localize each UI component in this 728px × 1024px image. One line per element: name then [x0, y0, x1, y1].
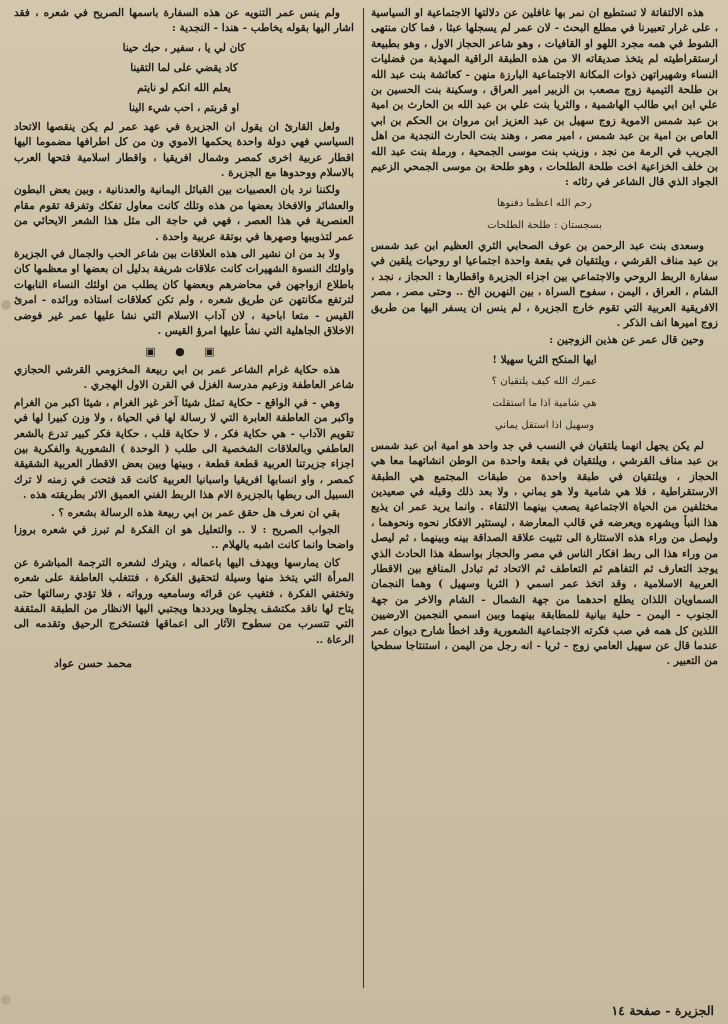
paragraph: الجواب الصريح : لا .. والتعليل هو ان الفكرة لم تبرز في شعره بروزا واضحا وانما كانت اشبه بالهلام .. [14, 523, 354, 552]
paragraph: وهي - في الواقع - حكاية تمثل شيئا آخر غير الغرام ، شيئا اكبر من الغرام واكبر من العاطفة العابرة التي لا رسالة لها في الحياة ، ولا وزن كبيرا لها في تقويم الآداب - هي حكاية فكر ، لا حكاية قلب ، حكاية فكر كبير تدرع بالشعر العاطفي وبالعلاقات الشخصية الى طلب ( الوحدة ) الشعورية والفكرية بين اجزاء جزيرتنا العربية قطعة قطعة ، وبينها وبين بعض الاقطار العربية الشقيقة كمصر ، واو انسابها افريقيا واسبانيا العربية كانت قد فتحت في زمنه لا ترك السبيل الى ربطها بالجزيرة الام هذا الربط الفني العميق الاثر بطريقته هذه . [14, 396, 354, 502]
paragraph: ولكننا نرد بان العصبيات بين القبائل اليمانية والعدنانية ، وبين بعض البطون والعشائر والافخاذ بعضها من هذه وتلك كانت معاول تفكك وتفرقة تقوم مقام العنصرية في هذا العصر ، فهي في حاجة الى مثل هذا الشعر الايحائي من عمر لتذويبها وصهرها في بوتقة عربية واحدة . [14, 184, 354, 243]
verse-line: ايها المنكح الثريا سهيلا ! [492, 353, 597, 366]
right-column [371, 6, 718, 991]
paragraph: لم يكن يجهل انهما يلتقيان في النسب في جد واحد هو امية ابن عبد شمس بن عبد مناف القرشي ، ويلتقيان في بقعة واحدة من الوطن انشاتهما معا هي الحجاز ، ويلتقيان في طبقة واحدة من طبقات المجتمع هي الطبقة الارستقراطية ، فلا هي شامية ولا هو يماني ، ولا بعد ذلك وقبله في صعيدين مختلفين من الحياة الاجتماعية يصعب بينهما الالتقاء . وانما يريد عمر ان يذيع هذا النبأ ويشهره ويعرضه في قالب المعارضة ، ليستثير الافكار نحوه ونحوهما ، وليصل من وراء هذه الاستثارة الى تثبيت علاقة الصداقة بينه وبينهما ، ثم ليصل من وراء هذا الى ربط افكار الناس في مصر والحجاز بواسطة هذا الحادث الذي يوجد التعارف ثم التفاهم ثم التعاطف ثم الاتحاد ثم تبادل المنافع بين الاقطار العربية الاسلامية ، وقد اتخذ عمر اسمي ( الثريا وسهيل ) وهما النجمان السماويان اللذان يطلع احدهما من جهة الشمال - الشام والاخر من جهة الجنوب - اليمن - حلية بيانية للمطابقة بينهما وبين اسمي النجمين الارضيين اللذين كل همه في صب فكرته الاجتماعية الشعورية وقد اخطأ شارح ديوان عمر عندما قال عن سهيل العامي زوج - ثريا - انه رجل من اليمن ، استنتاجا سطحيا من التعبير . [371, 439, 718, 668]
verse-line: وسهيل اذا استقل يماني [494, 419, 595, 431]
punch-hole-top [1, 300, 11, 310]
paragraph: كان يمارسها ويهدف اليها باعماله ، ويترك لشعره الترجمة المباشرة عن المرأة التي يتخذ منها وسيلة لتحقيق الفكرة ، فتتغلب العاطفة على شعره وتختفي الفكرة ، فتغيب عن قرائه وسامعيه ورواته ، فلا تؤدي رسالتها حتى يتاح لها ناقد مكتشف يجلوها ويرددها ويجتبي اليها الانظار من الطبقة المثقفة التي تتسرب من سطوح الآثار الى اعماقها فتستخرج الرحيق وتقدمه الى الرعاة .. [14, 556, 354, 646]
paragraph: بقي ان نعرف هل حقق عمر بن ابي ربيعة هذه الرسالة بشعره ؟ . [50, 506, 340, 519]
left-column [14, 6, 354, 991]
paragraph: ولعل القارئ ان يقول ان الجزيرة في عهد عمر لم يكن ينقصها الاتحاد السياسي فهي دولة واحدة يحكمها الاموي ون من كل اطرافها مضموما اليها اقطار عربية اخرى كمصر وشمال افريقيا ، واقطار اسلامية فتحها العرب بالاسلام ووحدوها مع الجزيرة . [14, 120, 354, 180]
verse-line: كان لي يا ، سفير ، حبك حينا [122, 41, 246, 54]
verse-line: او قربتم ، احب شيء الينا [128, 101, 240, 114]
verse-line: يعلم الله انكم لو نايتم [137, 81, 231, 94]
paragraph: وحين قال عمر عن هذين الزوجين : [549, 334, 704, 347]
verse-line: بسجستان : طلحة الطلحات [487, 219, 602, 231]
paragraph: هذه الالتفاتة لا تستطيع ان نمر بها غافلين عن دلالتها الاجتماعية او السياسية ، على غرار تعبيرنا في مطلع البحث - لان عمر لم يسجلها عبثا ، فما كان منتهى الشوط في همه مجرد اللهو او القافيات ، وهو شاعر الحجاز الاول ، وهو بطبيعة ارستقراطيته لم يتخذ صديقاته الا من هذه الطبقة الراقية المهذبة من فضليات النساء وشهيراتهن ذوات المكانة الاجتماعية البارزة منهن - كعائشة بنت عبد الله بن طلحة التيمية زوج مصعب بن الزبير امير العراق ، وسكينة بنت الحسين بن علي ابن ابي طالب الهاشمية ، والثريا بنت علي بن عبد الله بن الحارث بن امية بن عبد شمس الاموية زوج سهيل بن عبد العزيز ابن مروان بن الحكم بن ابي العاص بن امية بن عبد شمس ، امير مصر ، وهند بنت الحارث النجدية من اهل الجريب في الرمة من نجد ، وزينب بنت موسى الجمحية ، ورملة بنت عبد الله بن خلف الخزاعية اخت طلحة الطلحات ، وهو طلحة بن موسى الجمحي الزعيم الجواد الذي قال الشاعر في رثائه : [371, 7, 718, 189]
punch-hole-bottom [1, 995, 11, 1005]
verse-line: عمرك الله كيف يلتقيان ؟ [491, 375, 598, 387]
section-ornament: ▣ ● ▣ [145, 344, 223, 358]
paragraph: ولم ينس عمر التنويه عن هذه السفارة باسمها الصريح في شعره ، فقد اشار اليها بقوله يخاطب - هندا - النجدية : [14, 7, 354, 35]
verse-line: هي شامية اذا ما استقلت [492, 397, 597, 409]
column-divider [363, 8, 364, 988]
verse-line: كاد يقضي على لما التقينا [130, 61, 238, 74]
paragraph: وسعدى بنت عبد الرحمن بن عوف الصحابي الثري العظيم ابن عبد شمس بن عبد مناف القرشي ، ويلتقيان في بقعة واحدة اجتماعيا او روحيات يلقين في سفارة الربط الروحي والاجتماعي بين اجزاء الجزيرة واقطارها : الحجاز ، نجد ، الشام ، العراق ، اليمن ، سفوح السراة ، بين النهرين الخ .. وحتى مصر ، مصر الافريقية العربية التي تقوم خارج الجزيرة ، لم ينس ان يسفر اليها من طريق زوج اميرها انف الذكر . [371, 239, 718, 329]
verse-line: رحم الله اعظما دفنوها [497, 197, 592, 209]
author-signature: محمد حسن عواد [54, 657, 132, 671]
paragraph: ولا بد من ان نشير الى هذه العلاقات بين شاعر الحب والجمال في الجزيرة واولئك النسوة الشهيرات كانت علاقات شريفة بدليل ان بعضها او معظمها كان باطلاع ازواجهن في محاضرهم وبعضها كان يطلب من اولئك النساء النابهات لترتفع مكانتهن عن طريق شعره ، ولم تكن كعلاقات استاذه ورائده - امرئ القيس - متعا اباحية ، لان آداب الاسلام التي نشا عليها عمر غير فوضى الاخلاق الجاهلية التي نشأ عليها امرؤ القيس . [14, 248, 354, 338]
paragraph: هذه حكاية غرام الشاعر عمر بن ابي ربيعة المخزومي القرشي الحجازي شاعر العاطفة وزعيم مدرسة الغزل في القرن الاول الهجري . [14, 363, 354, 392]
page-footer: الجزيرة - صفحة ١٤ [611, 1003, 714, 1018]
